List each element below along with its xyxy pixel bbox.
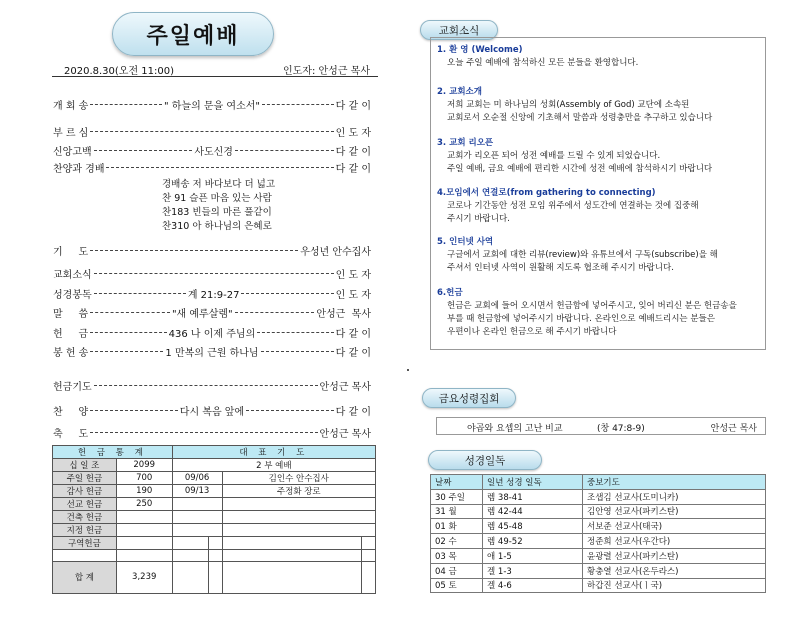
bible-reading-table [430, 474, 766, 593]
offering-name: 감사 헌금 [53, 485, 117, 498]
date-presider-line [52, 62, 378, 77]
order-label: 헌금기도 [53, 381, 92, 393]
leader-dashes [94, 385, 318, 386]
leader-dashes [246, 410, 334, 411]
leader-dashes [90, 351, 163, 352]
prayer-service-title: 2 부 예배 [172, 459, 375, 472]
reading-passage: 애 1-5 [483, 548, 583, 563]
prayer-name: 주정화 장로 [222, 485, 375, 498]
offering-name: 주일 헌금 [53, 472, 117, 485]
leader-dashes [90, 432, 317, 433]
leader-dashes [241, 293, 333, 294]
leader-dashes [90, 312, 170, 313]
order-label: 신앙고백 [53, 146, 92, 158]
order-detail: 다시 복음 앞에 [179, 406, 245, 418]
reading-prayer: 정준희 선교사(우간다) [583, 534, 766, 549]
reading-date: 05 토 [431, 578, 483, 593]
news-item [437, 187, 763, 226]
order-item [53, 425, 371, 439]
praise-hymn-list [162, 178, 275, 234]
leader-dashes [262, 104, 334, 105]
order-leader: 우성년 안수집사 [300, 246, 371, 258]
reading-prayer: 하갑진 선교사(ㅣ국) [583, 578, 766, 593]
news-heading: 2. 교회소개 [437, 87, 482, 97]
order-detail: "새 예루살렘" [171, 308, 233, 320]
reading-prayer: 윤광렬 선교사(파키스탄) [583, 548, 766, 563]
order-leader: 다 같 이 [335, 146, 371, 158]
news-heading: 5. 인터넷 사역 [437, 237, 494, 247]
offering-amount [116, 511, 172, 524]
offering-amount: 190 [116, 485, 172, 498]
leader-dashes [94, 293, 186, 294]
order-item [53, 403, 371, 417]
leader-dashes [94, 273, 334, 274]
reading-title: 성경일독 [428, 450, 542, 470]
reading-passage: 렘 49-52 [483, 534, 583, 549]
order-leader: 안성근 목사 [319, 428, 371, 440]
table-row [431, 578, 766, 593]
news-line: 코로나 기간동안 성전 모임 위주에서 성도간에 연결하는 것에 집중해 [447, 201, 699, 211]
reading-date: 03 목 [431, 548, 483, 563]
prayer-name: 김인수 안수집사 [222, 472, 375, 485]
order-detail: 계 21:9-27 [187, 289, 240, 301]
reading-date: 31 월 [431, 504, 483, 519]
order-leader: 안성근 목사 [319, 381, 371, 393]
table-row [431, 504, 766, 519]
order-item [53, 325, 371, 339]
order-label: 축 도 [53, 428, 89, 440]
reading-passage: 렘 45-48 [483, 519, 583, 534]
news-line: 교회로서 오순절 신앙에 기초해서 말씀과 성령충만을 추구하고 있습니다 [447, 113, 713, 123]
order-leader: 다 같 이 [335, 347, 371, 359]
order-item [53, 344, 371, 358]
offering-amount [116, 524, 172, 537]
hymn-item: 찬183 빈들의 마른 풀같이 [162, 207, 272, 218]
order-label: 봉 헌 송 [53, 347, 89, 359]
offering-name: 지정 헌금 [53, 524, 117, 537]
hymn-item: 찬 91 슬픈 마음 있는 사람 [162, 193, 272, 204]
leader-dashes [261, 351, 334, 352]
news-line: 교회가 리오픈 되어 성전 예배를 드릴 수 있게 되었습니다. [447, 151, 661, 161]
reading-header: 일년 성경 일독 [483, 475, 583, 490]
church-news-box [430, 37, 766, 350]
news-line: 주시기 바랍니다. [447, 214, 510, 224]
news-item [437, 287, 763, 339]
reading-prayer: 서보준 선교사(태국) [583, 519, 766, 534]
order-label: 성경봉독 [53, 289, 92, 301]
leader-dashes [94, 150, 193, 151]
offering-amount: 250 [116, 498, 172, 511]
offering-table [52, 445, 376, 594]
order-leader: 인 도 자 [335, 269, 371, 281]
news-line: 우편이나 온라인 헌금으로 해 주시기 바랍니다 [447, 327, 617, 337]
order-label: 교회소식 [53, 269, 92, 281]
order-item [53, 124, 371, 138]
news-line: 헌금은 교회에 들어 오시면서 헌금함에 넣어주시고, 잊어 버리신 분은 헌금송을 [447, 301, 737, 311]
leader-dashes [90, 410, 178, 411]
order-label: 개 회 송 [53, 100, 89, 112]
prayer-header: 대 표 기 도 [172, 446, 375, 459]
total-amount: 3,239 [116, 561, 172, 593]
friday-passage: (창 47:8-9) [597, 424, 645, 434]
offering-header: 헌 금 통 계 [53, 446, 173, 459]
offering-name: 선교 헌금 [53, 498, 117, 511]
leader-dashes [90, 250, 298, 251]
service-date: 2020.8.30(오전 11:00) [64, 66, 175, 77]
news-heading: 1. 환 영 (Welcome) [437, 45, 523, 55]
order-leader: 다 같 이 [335, 406, 372, 418]
news-heading: 3. 교회 리오픈 [437, 138, 494, 148]
order-item [53, 143, 371, 157]
reading-date: 01 화 [431, 519, 483, 534]
friday-speaker: 안성근 목사 [710, 424, 757, 434]
offering-amount [116, 537, 172, 550]
order-label: 찬 양 [53, 406, 89, 418]
news-line: 구글에서 교회에 대한 리뷰(review)와 유튜브에서 구독(subscribe)을 해 [447, 250, 718, 260]
hymn-item: 경배송 저 바다보다 더 넓고 [162, 179, 276, 190]
friday-title: 금요성령집회 [422, 388, 516, 408]
table-row [431, 563, 766, 578]
leader-dashes [235, 150, 334, 151]
news-heading: 4.모임에서 연결로(from gathering to connecting) [437, 188, 656, 198]
prayer-date: 09/06 [172, 472, 222, 485]
order-label: 찬양과 경배 [53, 163, 105, 175]
friday-topic: 야곱와 요셉의 고난 비교 [467, 424, 563, 434]
reading-header: 중보기도 [583, 475, 766, 490]
order-item [53, 160, 371, 174]
order-detail: 사도신경 [194, 146, 233, 158]
table-row [431, 534, 766, 549]
reading-date: 30 주일 [431, 489, 483, 504]
presider: 인도자: 안성근 목사 [282, 66, 370, 77]
offering-name: 십 일 조 [53, 459, 117, 472]
news-line: 주일 예배, 금요 예배에 편리한 시간에 성전 예배에 참석하시기 바랍니다 [447, 164, 713, 174]
reading-prayer: 김안영 선교사(파키스탄) [583, 504, 766, 519]
leader-dashes [235, 312, 315, 313]
order-detail: 436 나 이제 주님의 [168, 328, 256, 340]
news-item [437, 236, 763, 275]
leader-dashes [90, 332, 166, 333]
news-title: 교회소식 [420, 20, 498, 40]
order-leader: 다 같 이 [335, 163, 371, 175]
order-item [53, 243, 371, 257]
reading-prayer: 조샙김 선교사(도미니카) [583, 489, 766, 504]
news-line: 저희 교회는 미 하나님의 성회(Assembly of God) 교단에 소속된 [447, 100, 690, 110]
order-item [53, 286, 371, 300]
order-leader: 안성근 목사 [316, 308, 372, 320]
order-leader: 다 같 이 [335, 100, 372, 112]
offering-name: 구역헌금 [53, 537, 117, 550]
reading-passage: 겔 4-6 [483, 578, 583, 593]
order-item [53, 97, 371, 111]
news-line: 부를 때 헌금함에 넣어주시기 바랍니다. 온라인으로 예배드리시는 분들은 [447, 314, 715, 324]
prayer-date: 09/13 [172, 485, 222, 498]
order-item [53, 266, 371, 280]
order-label: 부 르 심 [53, 127, 89, 139]
news-heading: 6.헌금 [437, 288, 463, 298]
order-item [53, 305, 371, 319]
leader-dashes [90, 131, 333, 132]
table-row [431, 489, 766, 504]
order-leader: 인 도 자 [335, 289, 371, 301]
order-leader: 다 같 이 [335, 328, 371, 340]
reading-prayer: 황충열 선교사(온두라스) [583, 563, 766, 578]
news-line: 주셔서 인터넷 사역이 원활해 지도록 협조해 주시기 바랍니다. [447, 263, 674, 273]
news-line: 오늘 주일 예배에 참석하신 모든 분들을 환영합니다. [447, 58, 639, 68]
news-item [437, 44, 763, 70]
stray-dot [407, 369, 409, 371]
reading-passage: 렘 42-44 [483, 504, 583, 519]
leader-dashes [90, 104, 162, 105]
page-title: 주일예배 [112, 12, 274, 56]
order-label: 헌 금 [53, 328, 89, 340]
news-item [437, 86, 763, 125]
table-row [431, 548, 766, 563]
news-item [437, 137, 763, 176]
reading-header: 날짜 [431, 475, 483, 490]
offering-amount: 2099 [116, 459, 172, 472]
order-leader: 인 도 자 [335, 127, 371, 139]
reading-date: 04 금 [431, 563, 483, 578]
table-row [431, 519, 766, 534]
order-detail: 1 만복의 근원 하나님 [165, 347, 259, 359]
friday-service-box [436, 417, 766, 435]
offering-amount: 700 [116, 472, 172, 485]
order-item [53, 378, 371, 392]
order-label: 말 씀 [53, 308, 89, 320]
order-label: 기 도 [53, 246, 89, 258]
reading-date: 02 수 [431, 534, 483, 549]
reading-passage: 겔 1-3 [483, 563, 583, 578]
leader-dashes [106, 167, 333, 168]
hymn-item: 찬310 아 하나님의 은혜로 [162, 221, 272, 232]
reading-passage: 렘 38-41 [483, 489, 583, 504]
leader-dashes [257, 332, 333, 333]
offering-name: 건축 헌금 [53, 511, 117, 524]
total-label: 합 계 [53, 561, 117, 593]
order-detail: " 하늘의 문을 여소서" [164, 100, 261, 112]
